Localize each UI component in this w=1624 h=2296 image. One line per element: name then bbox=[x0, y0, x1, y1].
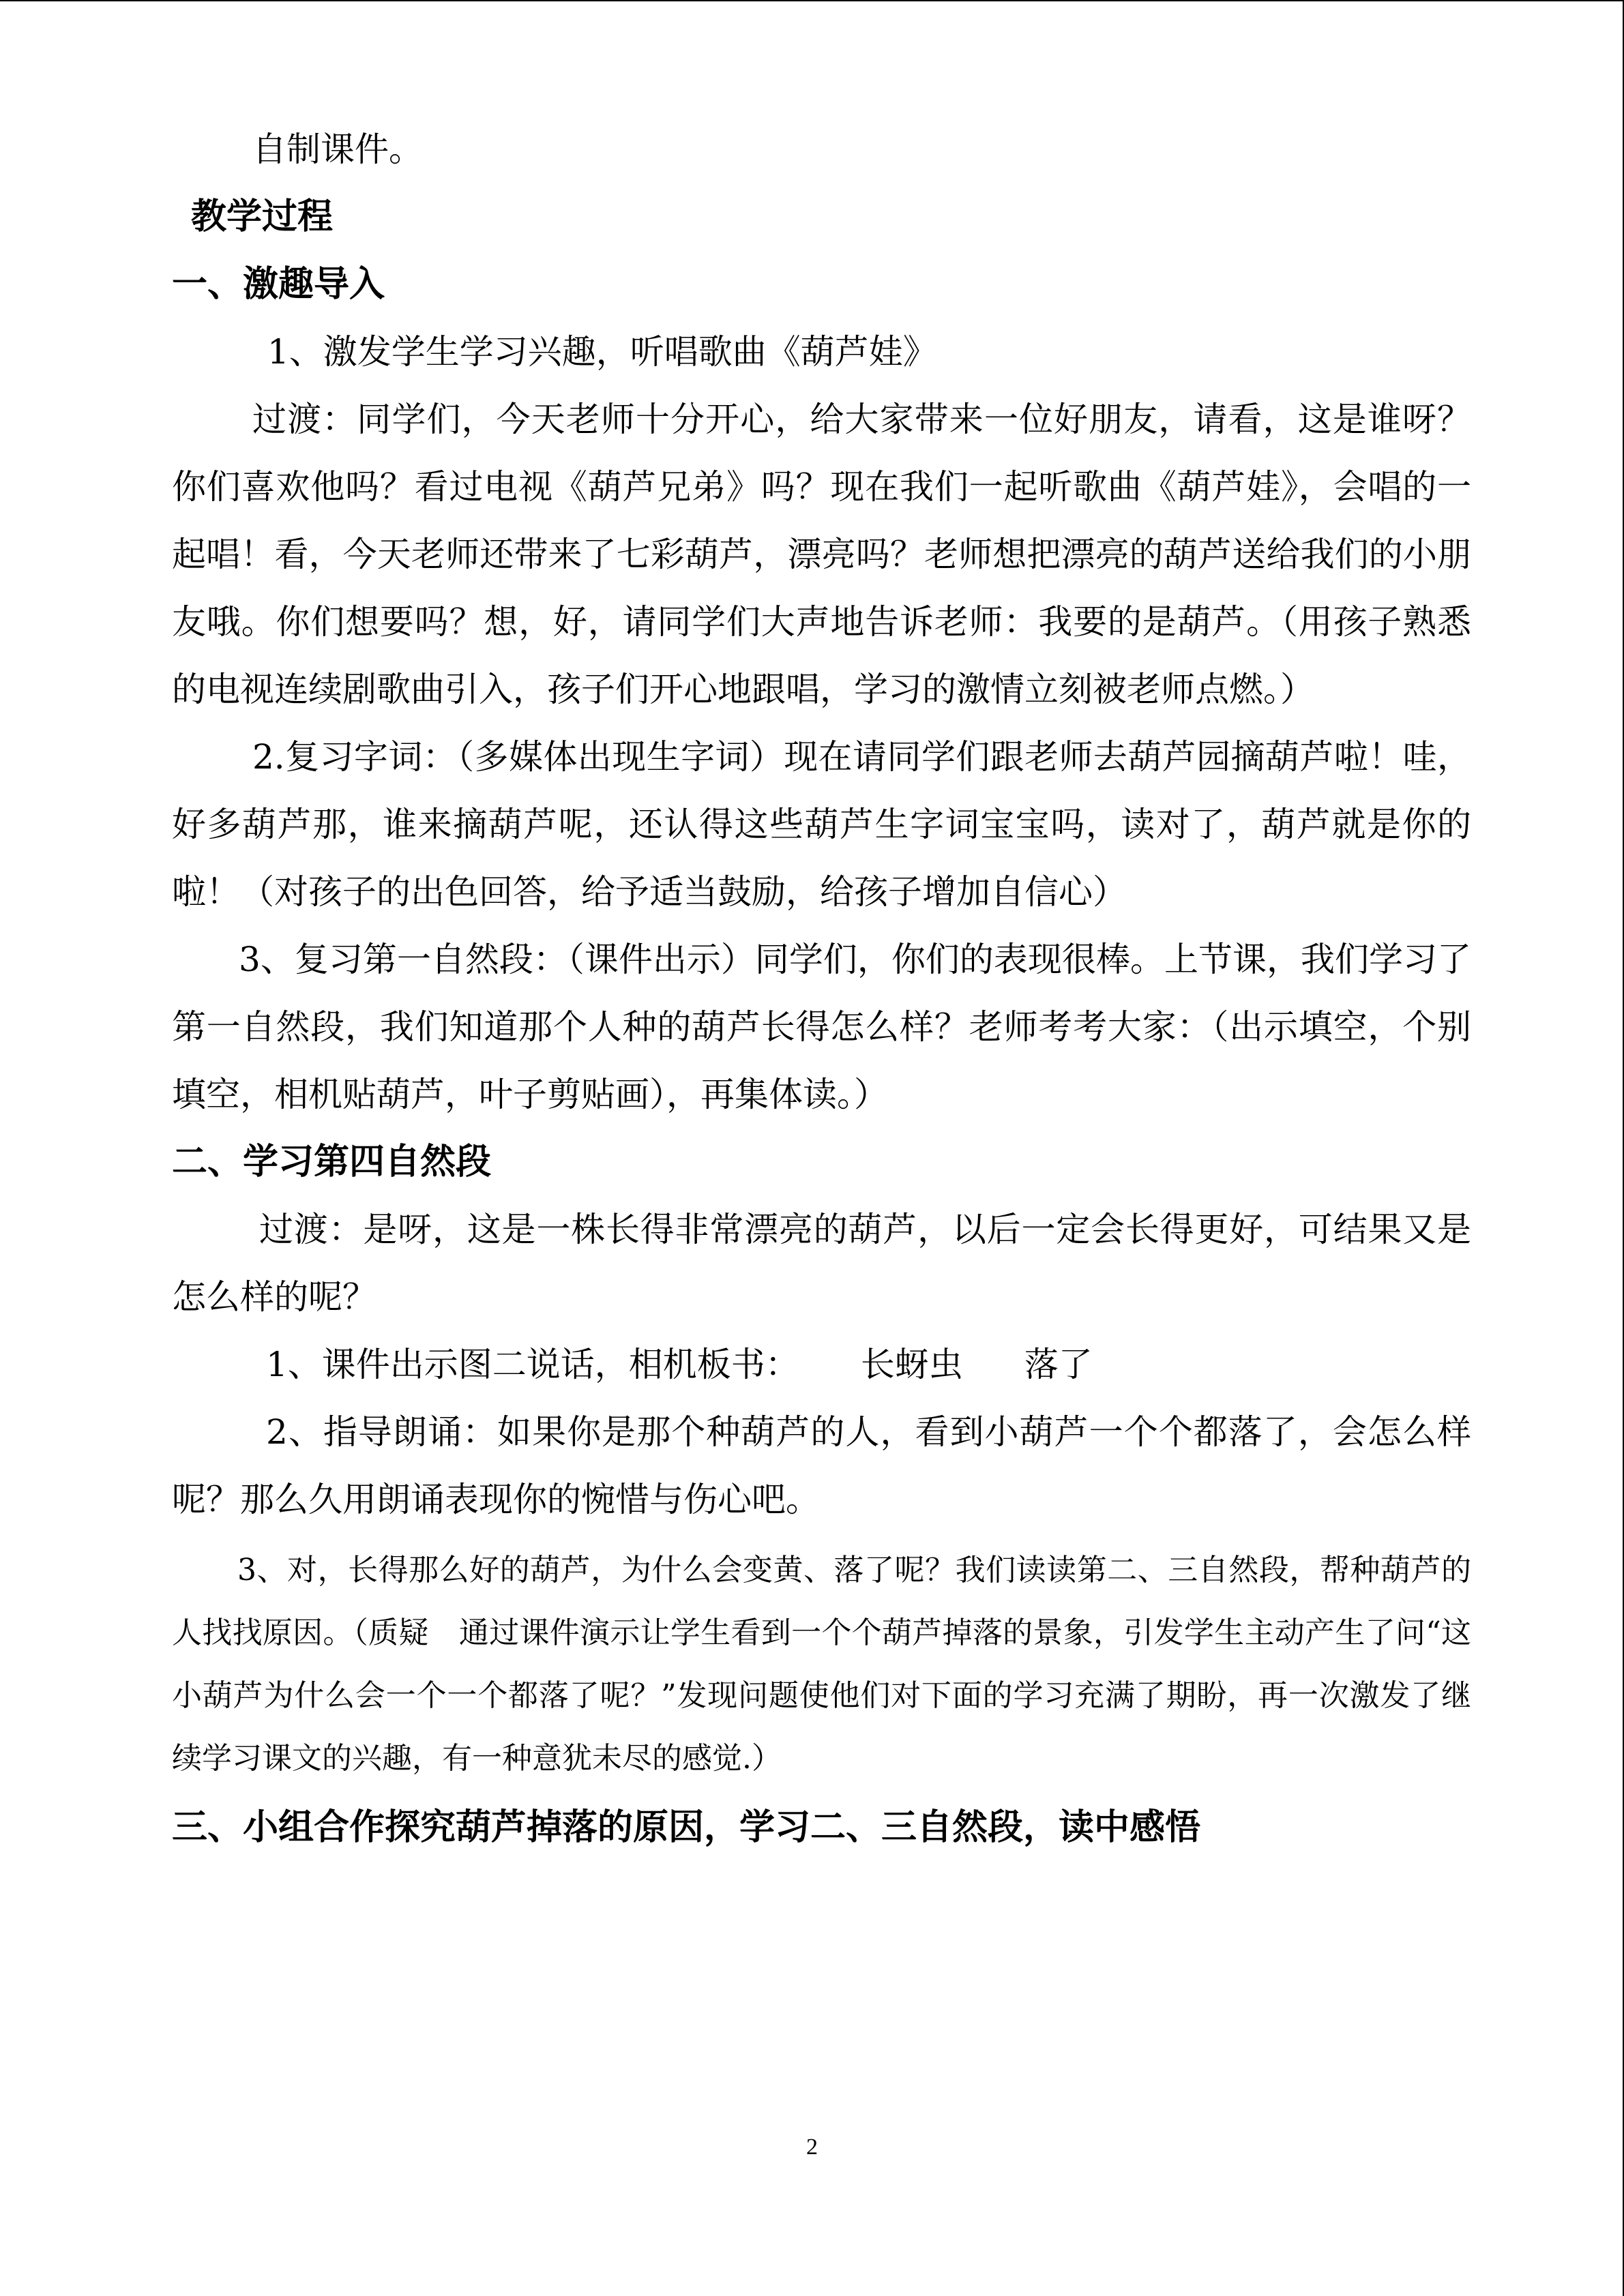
section-two-item-1-prefix: 1、课件出示图二说话，相机板书： bbox=[266, 1345, 799, 1384]
document-body bbox=[172, 116, 1471, 1862]
section-two-item-2: 2、指导朗诵：如果你是那个种葫芦的人，看到小葫芦一个个都落了，会怎么样呢？那么久用朗诵表现你的惋惜与伤心吧。 bbox=[172, 1412, 1471, 1519]
section-three-heading: 三、小组合作探究葫芦掉落的原因，学习二、三自然段，读中感悟 bbox=[172, 1807, 1201, 1848]
section-one-item-1: 1、激发学生学习兴趣，听唱歌曲《葫芦娃》 bbox=[267, 332, 937, 372]
materials-text: 自制课件。 bbox=[252, 130, 423, 169]
section-two-item-3: 3、对，长得那么好的葫芦，为什么会变黄、落了呢？我们读读第二、三自然段，帮种葫芦的人找找原因。（质疑 通过课件演示让学生看到一个个葫芦掉落的景象，引发学生主动产生了问“这小葫芦为什么会一个一个都落了呢？”发现问题使他们对下面的学习充满了期盼，再一次激发了继续学习课文的兴趣，有一种意犹未尽的感觉.） bbox=[172, 1553, 1471, 1776]
board-word-fell: 落了 bbox=[1024, 1345, 1093, 1384]
process-title: 教学过程 bbox=[191, 196, 334, 237]
section-two-transition: 过渡：是呀，这是一株长得非常漂亮的葫芦，以后一定会长得更好，可结果又是怎么样的呢？ bbox=[172, 1210, 1471, 1317]
section-one-transition: 过渡：同学们，今天老师十分开心，给大家带来一位好朋友，请看，这是谁呀？你们喜欢他吗？看过电视《葫芦兄弟》吗？现在我们一起听歌曲《葫芦娃》，会唱的一起唱！看，今天老师还带来了七彩葫芦，漂亮吗？老师想把漂亮的葫芦送给我们的小朋友哦。你们想要吗？想，好，请同学们大声地告诉老师：我要的是葫芦。（用孩子熟悉的电视连续剧歌曲引入，孩子们开心地跟唱，学习的激情立刻被老师点燃。） bbox=[172, 400, 1471, 709]
section-two-item-1 bbox=[172, 1331, 1471, 1399]
section-one-heading: 一、激趣导入 bbox=[172, 264, 385, 305]
section-two-heading: 二、学习第四自然段 bbox=[172, 1142, 492, 1182]
section-one-item-2: 2.复习字词：（多媒体出现生字词）现在请同学们跟老师去葫芦园摘葫芦啦！哇，好多葫芦那，谁来摘葫芦呢，还认得这些葫芦生字词宝宝吗，读对了，葫芦就是你的啦！（对孩子的出色回答，给予适当鼓励，给孩子增加自信心） bbox=[172, 737, 1471, 912]
section-one-item-3: 3、复习第一自然段：（课件出示）同学们，你们的表现很棒。上节课，我们学习了第一自然段，我们知道那个人种的葫芦长得怎么样？老师考考大家：（出示填空，个别填空，相机贴葫芦，叶子剪贴画），再集体读。） bbox=[172, 940, 1471, 1114]
page-top-border bbox=[0, 0, 1624, 1]
board-word-aphids: 长蚜虫 bbox=[860, 1345, 963, 1384]
page-number: 2 bbox=[806, 2134, 818, 2160]
